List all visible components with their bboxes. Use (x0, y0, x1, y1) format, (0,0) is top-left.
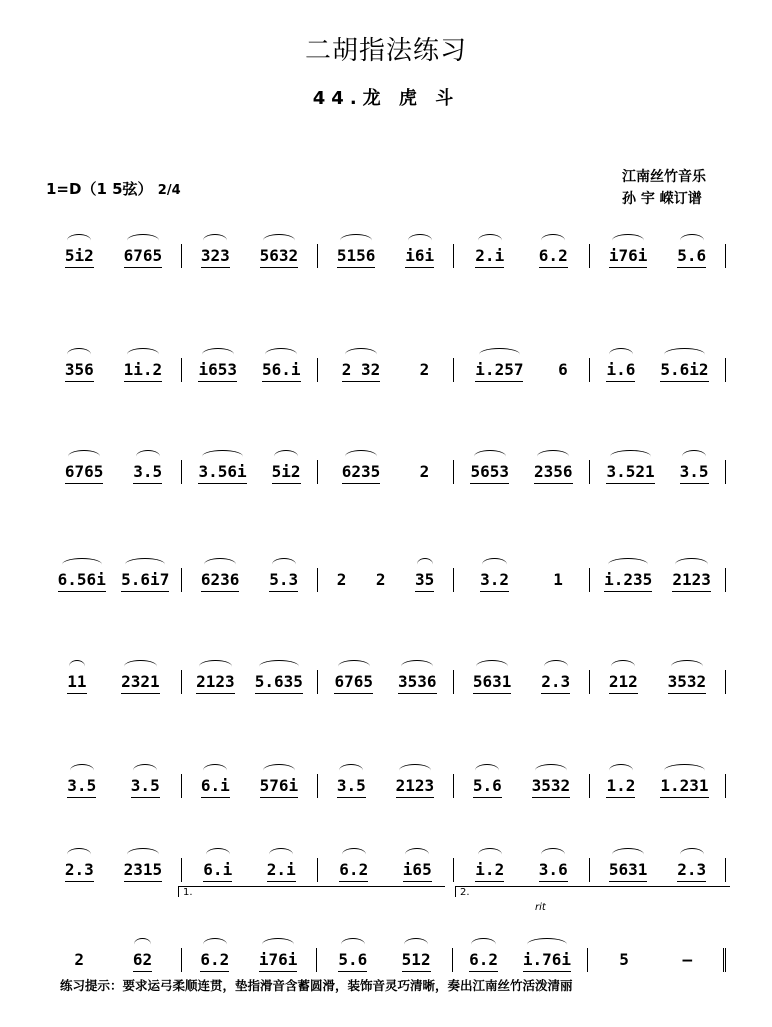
note-group: 6.i (203, 860, 232, 882)
note-group: 5632 (260, 246, 299, 268)
note-group: 6.2 (539, 246, 568, 268)
note-group: 2321 (121, 672, 160, 694)
note-group: 3.6 (539, 860, 568, 882)
measure (46, 670, 182, 694)
note-group: 5631 (473, 672, 512, 694)
note-group: 5.6i2 (660, 360, 708, 382)
rit-marking: rit (535, 902, 546, 913)
measure (182, 460, 318, 484)
measure (318, 568, 454, 592)
note-group: 5.6 (473, 776, 502, 798)
note-group: 356 (65, 360, 94, 382)
measure (182, 858, 318, 882)
measure (454, 858, 590, 882)
note-group: 2315 (124, 860, 163, 882)
measure (46, 948, 182, 972)
volta-second: 2. (455, 886, 730, 897)
measure-row (46, 238, 726, 268)
score-title: 二胡指法练习 (304, 36, 467, 66)
measure-row (46, 664, 726, 694)
staff-system (46, 208, 726, 268)
measure (454, 358, 590, 382)
note-group: i6i (405, 246, 434, 268)
staff-system (46, 634, 726, 694)
measure (454, 568, 590, 592)
note-group: 5.6i7 (121, 570, 169, 592)
measure (590, 774, 726, 798)
note-group: i.76i (523, 950, 571, 972)
note-group: 6765 (334, 672, 373, 694)
practice-tip: 练习提示：要求运弓柔顺连贯，垫指滑音含蓄圆滑，装饰音灵巧清晰，奏出江南丝竹活泼清丽 (60, 978, 573, 993)
measure (318, 670, 454, 694)
note-group: 1i.2 (124, 360, 163, 382)
measure-row (46, 352, 726, 382)
note-group: i653 (198, 360, 237, 382)
note-group: 6765 (65, 462, 104, 484)
measure (46, 568, 182, 592)
measure-row (46, 768, 726, 798)
note-group: 3.5 (680, 462, 709, 484)
note-group: 6236 (201, 570, 240, 592)
note-group: i76i (609, 246, 648, 268)
note-group: 6.2 (339, 860, 368, 882)
key-text: 1=D（1 5弦） (46, 180, 153, 198)
measure (454, 670, 590, 694)
note-group: 5156 (337, 246, 376, 268)
note-group: 5.6 (338, 950, 367, 972)
measure (590, 858, 726, 882)
note-group: 5.3 (269, 570, 298, 592)
note-group: – (682, 950, 693, 969)
measure (318, 358, 454, 382)
note-group: 3.2 (480, 570, 509, 592)
note-group: 512 (402, 950, 431, 972)
note-group: 5i2 (272, 462, 301, 484)
note-group: 5653 (470, 462, 509, 484)
measure (318, 774, 454, 798)
note-group: 2 (419, 462, 430, 481)
measure-row (46, 454, 726, 484)
measure (454, 460, 590, 484)
note-group: 3.5 (67, 776, 96, 798)
measure (590, 670, 726, 694)
measure (182, 244, 318, 268)
note-group: 2.3 (541, 672, 570, 694)
note-group: 6.2 (200, 950, 229, 972)
note-group: i.6 (606, 360, 635, 382)
measure (182, 670, 318, 694)
measure-row (46, 852, 726, 882)
note-group: 5.6 (677, 246, 706, 268)
note-group: i.235 (604, 570, 652, 592)
measure-row (46, 942, 726, 972)
staff-system (46, 822, 726, 882)
note-group: 2 (74, 950, 85, 969)
note-group: 1.2 (606, 776, 635, 798)
note-group: 6.56i (58, 570, 106, 592)
note-group: 5631 (609, 860, 648, 882)
volta-first: 1. (178, 886, 445, 897)
note-group: 2.3 (65, 860, 94, 882)
note-group: 5 (619, 950, 629, 969)
note-group: 1.231 (660, 776, 708, 798)
note-group: i.257 (475, 360, 523, 382)
staff-system (46, 912, 726, 972)
key-signature (46, 178, 181, 199)
credit-arranger: 孙 宇 嵘订谱 (622, 191, 702, 207)
measure (182, 358, 318, 382)
measure (182, 774, 318, 798)
measure (182, 568, 318, 592)
measure (454, 244, 590, 268)
note-group: 2 (336, 570, 347, 589)
note-group: 6765 (124, 246, 163, 268)
staff-system (46, 532, 726, 592)
piece-title: 44.龙 虎 斗 (312, 88, 460, 109)
note-group: 2.i (267, 860, 296, 882)
credit-source: 江南丝竹音乐 (622, 169, 706, 185)
note-group: 2.i (475, 246, 504, 268)
staff-system (46, 322, 726, 382)
note-group: 6.2 (469, 950, 498, 972)
measure (590, 568, 726, 592)
note-group: 212 (609, 672, 638, 694)
measure (590, 244, 726, 268)
note-group: 2 (375, 570, 386, 589)
measure (590, 460, 726, 484)
staff-system (46, 738, 726, 798)
measure (46, 358, 182, 382)
staff-system (46, 424, 726, 484)
note-group: 56.i (262, 360, 301, 382)
note-group: 2123 (396, 776, 435, 798)
note-group: 3.56i (198, 462, 246, 484)
note-group: 1 (553, 570, 563, 589)
note-group: 62 (133, 950, 152, 972)
measure (453, 948, 589, 972)
note-group: 6235 (342, 462, 381, 484)
measure (318, 460, 454, 484)
measure (46, 774, 182, 798)
time-signature: 2/4 (157, 183, 181, 198)
note-group: 5.635 (255, 672, 303, 694)
note-group: 5i2 (65, 246, 94, 268)
measure-row (46, 562, 726, 592)
note-group: 576i (260, 776, 299, 798)
measure (182, 948, 318, 972)
measure (318, 858, 454, 882)
note-group: i76i (259, 950, 298, 972)
note-group: 35 (415, 570, 434, 592)
measure (588, 948, 726, 972)
note-group: i.2 (475, 860, 504, 882)
note-group: 3536 (398, 672, 437, 694)
measure (46, 858, 182, 882)
measure (317, 948, 453, 972)
note-group: 6 (558, 360, 568, 379)
measure (318, 244, 454, 268)
note-group: 3.5 (337, 776, 366, 798)
note-group: 3532 (532, 776, 571, 798)
note-group: 3.521 (606, 462, 654, 484)
note-group: 3.5 (131, 776, 160, 798)
note-group: 323 (201, 246, 230, 268)
note-group: 3.5 (133, 462, 162, 484)
note-group: 2123 (672, 570, 711, 592)
note-group: 2123 (196, 672, 235, 694)
measure (454, 774, 590, 798)
note-group: 3532 (668, 672, 707, 694)
note-group: 2.3 (677, 860, 706, 882)
note-group: 11 (67, 672, 86, 694)
measure (46, 460, 182, 484)
measure (590, 358, 726, 382)
note-group: 6.i (201, 776, 230, 798)
note-group: 2 32 (342, 360, 381, 382)
note-group: 2356 (534, 462, 573, 484)
note-group: 2 (419, 360, 430, 379)
measure (46, 244, 182, 268)
note-group: i65 (403, 860, 432, 882)
